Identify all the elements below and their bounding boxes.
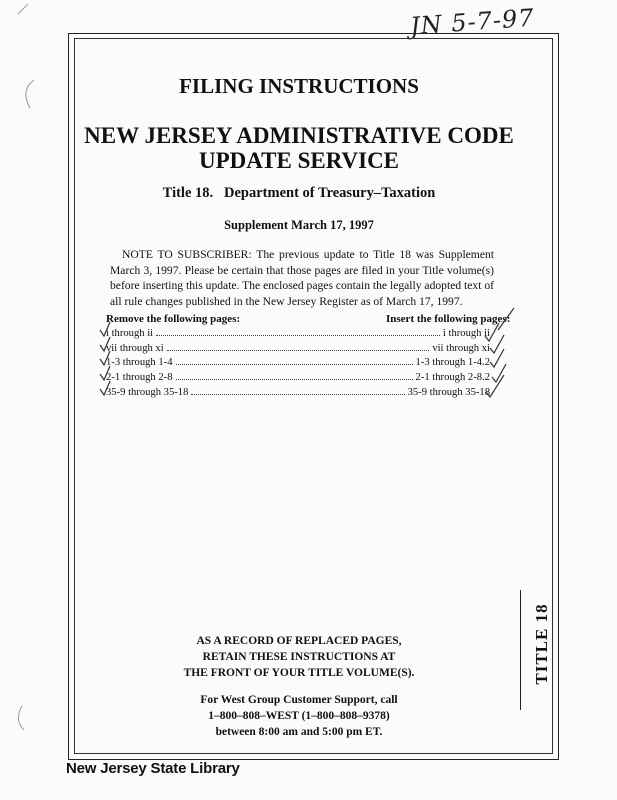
insert-pages: 35-9 through 35-18 — [407, 386, 490, 398]
check-mark — [490, 349, 504, 367]
check-mark — [100, 337, 110, 351]
record-instructions — [74, 633, 524, 681]
customer-support — [74, 692, 524, 740]
library-stamp: New Jersey State Library — [66, 760, 240, 777]
check-mark — [100, 351, 110, 365]
remove-pages: vii through xi — [106, 342, 164, 354]
support-line: 1–800–808–WEST (1–800–808–9378) — [208, 710, 390, 722]
support-line: For West Group Customer Support, call — [200, 694, 398, 706]
record-line: AS A RECORD OF REPLACED PAGES, — [196, 635, 402, 647]
insert-pages: 2-1 through 2-8.2 — [415, 372, 490, 384]
side-tab-label: TITLE 18 — [532, 603, 551, 685]
remove-pages: i through ii — [106, 328, 154, 339]
check-mark — [486, 375, 504, 397]
insert-pages: 1-3 through 1-4.2 — [415, 357, 490, 369]
corner-mark — [18, 706, 24, 730]
subtitle-line: NEW JERSEY ADMINISTRATIVE CODE — [84, 123, 514, 148]
insert-pages: i through ii — [442, 328, 490, 339]
record-line: THE FRONT OF YOUR TITLE VOLUME(S). — [183, 667, 415, 679]
remove-pages: 35-9 through 35-18 — [106, 386, 189, 398]
document-title: FILING INSTRUCTIONS — [179, 74, 419, 98]
check-mark — [485, 323, 499, 341]
check-stroke — [498, 308, 514, 330]
corner-mark — [18, 4, 28, 14]
remove-pages: 2-1 through 2-8 — [106, 372, 173, 384]
insert-header: Insert the following pages: — [386, 313, 511, 325]
corner-mark — [26, 80, 34, 108]
insert-pages: vii through xi — [432, 342, 490, 354]
note-to-subscriber: NOTE TO SUBSCRIBER: The previous update to Title 18 was Supplement March 3, 1997. Please be certain that those pages are filed in your Title volume(s) before inserting this update. The enclosed pages contain the legally adopted text of all rule changes published in the New Jersey Register as of March 17, 1997. — [110, 248, 494, 308]
supplement-date: Supplement March 17, 1997 — [224, 218, 374, 232]
support-line: between 8:00 am and 5:00 pm ET. — [215, 726, 383, 738]
check-mark — [100, 322, 110, 336]
check-mark — [490, 335, 504, 353]
check-mark — [100, 366, 110, 380]
remove-header: Remove the following pages: — [106, 313, 241, 325]
record-line: RETAIN THESE INSTRUCTIONS AT — [202, 651, 396, 663]
handwritten-note: JN 5-7-97 — [409, 3, 536, 41]
remove-pages: 1-3 through 1-4 — [106, 357, 173, 369]
title-line: Title 18. Department of Treasury–Taxation — [162, 185, 436, 201]
subtitle-line: UPDATE SERVICE — [198, 148, 400, 173]
check-mark — [100, 381, 110, 395]
